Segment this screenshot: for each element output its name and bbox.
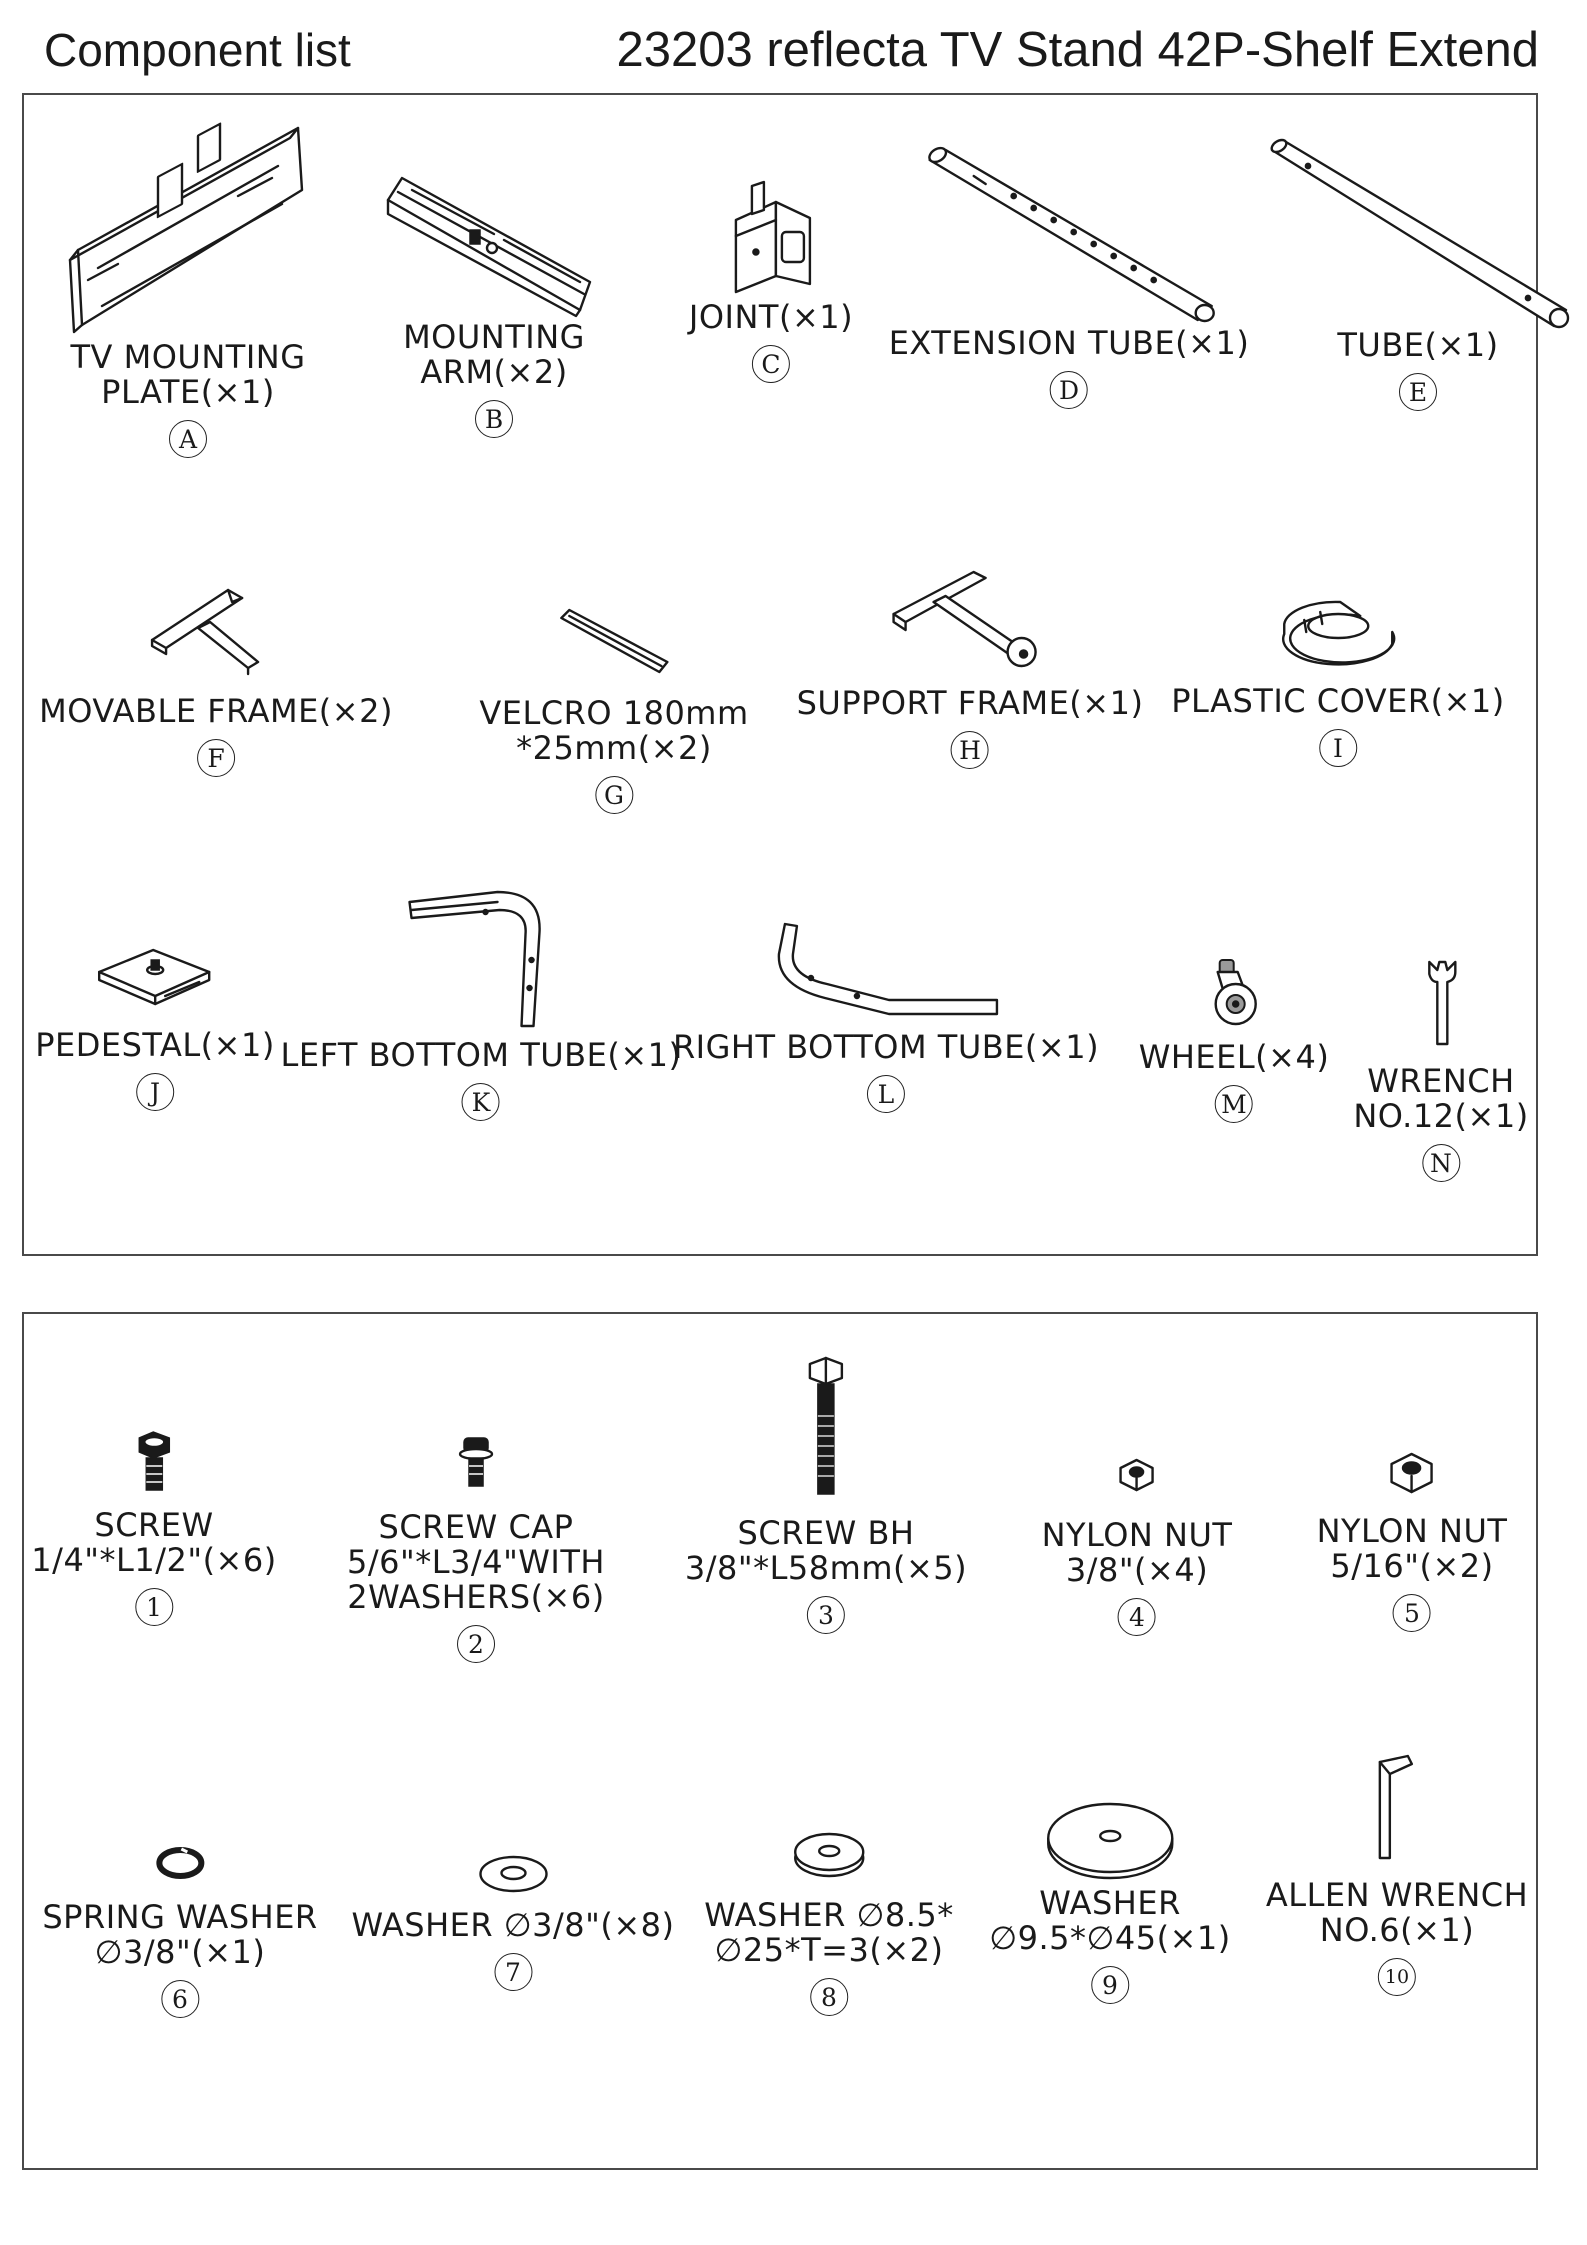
large-washer-icon bbox=[1044, 1800, 1176, 1884]
part-c bbox=[689, 180, 853, 383]
flange-screw-icon bbox=[129, 1430, 179, 1492]
part-label: LEFT BOTTOM TUBE(×1) bbox=[280, 1036, 682, 1074]
hardware-label: WASHER ∅9.5*∅45(×1) bbox=[989, 1884, 1231, 1957]
support-frame-icon bbox=[890, 568, 1050, 672]
part-i bbox=[1171, 594, 1505, 767]
hardware-marker: 2 bbox=[457, 1625, 495, 1663]
velcro-strap-icon bbox=[559, 608, 669, 678]
hardware-label: SCREW 1/4"*L1/2"(×6) bbox=[31, 1506, 277, 1579]
plastic-cover-icon bbox=[1280, 594, 1396, 664]
left-bottom-tube-icon bbox=[406, 888, 556, 1028]
part-f bbox=[39, 584, 393, 777]
part-b bbox=[384, 170, 604, 438]
part-m bbox=[1139, 958, 1330, 1123]
part-label: SUPPORT FRAME(×1) bbox=[796, 684, 1144, 722]
mounting-arm-icon bbox=[384, 170, 604, 320]
part-j bbox=[35, 944, 275, 1111]
part-label: VELCRO 180mm *25mm(×2) bbox=[479, 694, 749, 767]
hardware-marker: 9 bbox=[1091, 1966, 1129, 2004]
hardware-9 bbox=[989, 1800, 1231, 2004]
part-marker: A bbox=[169, 420, 207, 458]
hardware-1 bbox=[31, 1430, 276, 1626]
part-marker: I bbox=[1319, 729, 1357, 767]
hardware-marker: 6 bbox=[161, 1980, 199, 2018]
hardware-4 bbox=[1042, 1458, 1233, 1636]
part-label: EXTENSION TUBE(×1) bbox=[888, 324, 1250, 362]
cap-screw-icon bbox=[454, 1436, 498, 1488]
part-marker: K bbox=[462, 1083, 500, 1121]
hardware-3 bbox=[685, 1356, 967, 1634]
section-title: Component list bbox=[44, 24, 351, 76]
part-marker: M bbox=[1215, 1085, 1253, 1123]
part-d bbox=[889, 146, 1250, 409]
hardware-label: NYLON NUT 3/8"(×4) bbox=[1041, 1516, 1233, 1589]
part-marker: E bbox=[1399, 373, 1437, 411]
extension-tube-icon bbox=[924, 146, 1214, 326]
long-bolt-icon bbox=[804, 1356, 848, 1496]
allen-wrench-icon bbox=[1372, 1752, 1422, 1862]
part-marker: D bbox=[1050, 371, 1088, 409]
part-label: TV MOUNTING PLATE(×1) bbox=[70, 338, 306, 411]
tube-icon bbox=[1268, 140, 1568, 328]
movable-frame-icon bbox=[146, 584, 286, 674]
spring-washer-icon bbox=[155, 1846, 205, 1880]
hardware-6 bbox=[42, 1846, 317, 2018]
tv-mounting-plate-icon bbox=[58, 120, 318, 340]
part-label: PEDESTAL(×1) bbox=[35, 1026, 275, 1064]
nylon-nut-large-icon bbox=[1388, 1452, 1436, 1494]
hardware-label: SCREW BH 3/8"*L58mm(×5) bbox=[684, 1514, 968, 1587]
hardware-5 bbox=[1317, 1452, 1508, 1632]
part-marker: C bbox=[752, 345, 790, 383]
hardware-label: WASHER ∅3/8"(×8) bbox=[351, 1906, 675, 1944]
hardware-label: ALLEN WRENCH NO.6(×1) bbox=[1265, 1876, 1529, 1949]
part-label: PLASTIC COVER(×1) bbox=[1171, 682, 1505, 720]
hardware-8 bbox=[704, 1828, 954, 2016]
hardware-marker: 3 bbox=[807, 1596, 845, 1634]
product-title: 23203 reflecta TV Stand 42P-Shelf Extend bbox=[616, 23, 1539, 77]
hardware-marker: 8 bbox=[810, 1978, 848, 2016]
part-label: RIGHT BOTTOM TUBE(×1) bbox=[672, 1028, 1100, 1066]
hardware-label: WASHER ∅8.5* ∅25*T=3(×2) bbox=[704, 1896, 954, 1969]
wheel-icon bbox=[1204, 958, 1264, 1032]
part-label: MOVABLE FRAME(×2) bbox=[39, 692, 393, 730]
part-marker: G bbox=[595, 776, 633, 814]
hardware-marker: 4 bbox=[1118, 1598, 1156, 1636]
pedestal-icon bbox=[95, 944, 215, 1014]
hardware-10 bbox=[1266, 1752, 1528, 1996]
hardware-2 bbox=[347, 1436, 605, 1663]
washer-icon bbox=[477, 1852, 549, 1896]
hardware-7 bbox=[351, 1852, 674, 1991]
part-marker: B bbox=[475, 400, 513, 438]
part-marker: N bbox=[1422, 1144, 1460, 1182]
part-n bbox=[1353, 960, 1528, 1182]
part-label: JOINT(×1) bbox=[688, 298, 854, 336]
part-g bbox=[479, 608, 748, 814]
hardware-label: SCREW CAP 5/6"*L3/4"WITH 2WASHERS(×6) bbox=[347, 1508, 605, 1616]
hardware-label: NYLON NUT 5/16"(×2) bbox=[1316, 1512, 1508, 1585]
hardware-label: SPRING WASHER ∅3/8"(×1) bbox=[42, 1898, 318, 1971]
part-marker: L bbox=[867, 1075, 905, 1113]
hardware-marker: 1 bbox=[135, 1588, 173, 1626]
part-l bbox=[673, 920, 1099, 1113]
joint-icon bbox=[716, 180, 826, 300]
part-h bbox=[797, 568, 1144, 769]
part-label: TUBE(×1) bbox=[1337, 326, 1499, 364]
right-bottom-tube-icon bbox=[771, 920, 1001, 1020]
hardware-marker: 5 bbox=[1393, 1594, 1431, 1632]
part-label: WHEEL(×4) bbox=[1138, 1038, 1330, 1076]
hardware-marker: 10 bbox=[1378, 1958, 1416, 1996]
part-label: MOUNTING ARM(×2) bbox=[403, 318, 585, 391]
thick-washer-icon bbox=[791, 1828, 867, 1880]
part-marker: H bbox=[951, 731, 989, 769]
part-k bbox=[281, 888, 682, 1121]
part-a bbox=[58, 120, 318, 458]
hardware-marker: 7 bbox=[494, 1953, 532, 1991]
wrench-icon bbox=[1421, 960, 1461, 1046]
nylon-nut-small-icon bbox=[1117, 1458, 1157, 1492]
part-label: WRENCH NO.12(×1) bbox=[1353, 1062, 1529, 1135]
part-marker: F bbox=[197, 739, 235, 777]
part-marker: J bbox=[136, 1073, 174, 1111]
part-e bbox=[1268, 140, 1568, 411]
